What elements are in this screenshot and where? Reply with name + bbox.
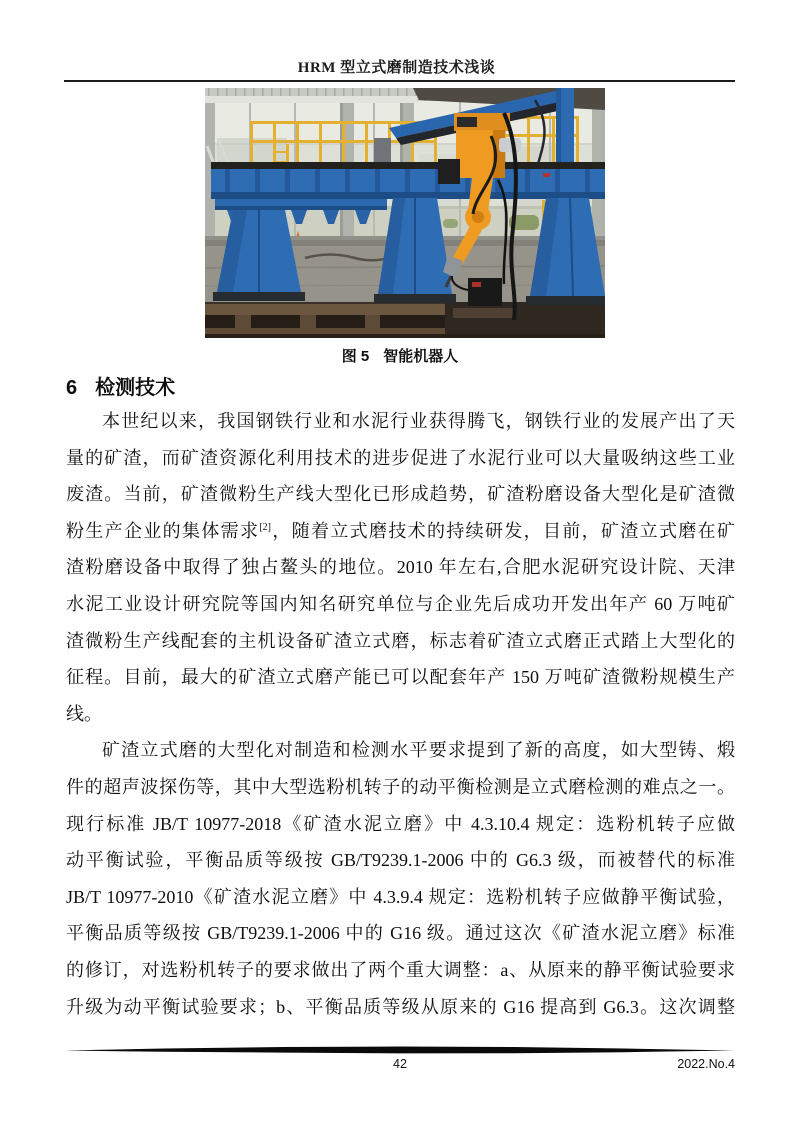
para2-line-2: 件的超声波探伤等，其中大型选粉机转子的动平衡检测是立式磨检测的难点之一。 xyxy=(66,776,735,797)
figure-photo xyxy=(205,88,605,338)
para1-line-3: 废渣。当前，矿渣微粉生产线大型化已形成趋势，矿渣粉磨设备大型化是矿渣微 xyxy=(66,484,735,505)
para1-line-6: 水泥工业设计研究院等国内知名研究单位与企业先后成功开发出年产 60 万吨矿 xyxy=(66,593,735,614)
para1-line-8: 征程。目前，最大的矿渣立式磨产能已可以配套年产 150 万吨矿渣微粉规模生产 xyxy=(66,667,735,688)
figure-caption xyxy=(65,345,735,366)
para1-line-7: 渣微粉生产线配套的主机设备矿渣立式磨，标志着矿渣立式磨正式踏上大型化的 xyxy=(66,630,735,651)
footer-rule xyxy=(64,1046,735,1054)
header-rule xyxy=(64,80,735,82)
figure-caption-text: 智能机器人 xyxy=(383,348,459,365)
para2-line-7: 的修订，对选粉机转子的要求做出了两个重大调整：a、从原来的静平衡试验要求 xyxy=(66,959,735,980)
reference-mark: [2] xyxy=(259,521,272,533)
para1-line-4-pre: 粉生产企业的集体需求 xyxy=(66,520,260,541)
issue-label: 2022.No.4 xyxy=(677,1057,735,1071)
para1-line-4-post: ，随着立式磨技术的持续研发，目前，矿渣立式磨在矿 xyxy=(271,520,735,541)
section-heading xyxy=(66,371,175,400)
para1-line-2: 量的矿渣，而矿渣资源化利用技术的进步促进了水泥行业可以大量吸纳这些工业 xyxy=(66,447,735,468)
para2-line-4: 动平衡试验，平衡品质等级按 GB/T9239.1-2006 中的 G6.3 级，而被替代的标准 xyxy=(66,850,735,871)
header-title: HRM 型立式磨制造技术浅谈 xyxy=(297,60,496,76)
para2-line-3: 现行标准 JB/T 10977-2018《矿渣水泥立磨》中 4.3.10.4 规定：选粉机转子应做 xyxy=(66,813,735,834)
para2-line-1: 矿渣立式磨的大型化对制造和检测水平要求提到了新的高度，如大型铸、煅 xyxy=(102,740,735,761)
workshop-robot-illustration xyxy=(205,88,605,338)
para1-line-9: 线。 xyxy=(66,703,102,724)
para2-line-8: 升级为动平衡试验要求；b、平衡品质等级从原来的 G16 提高到 G6.3。这次调整 xyxy=(66,996,735,1017)
page-number: 42 xyxy=(393,1057,407,1071)
body-text xyxy=(66,403,735,1025)
para1-line-5: 渣粉磨设备中取得了独占鳌头的地位。2010 年左右,合肥水泥研究设计院、天津 xyxy=(66,557,735,578)
section-number: 6 xyxy=(66,377,78,399)
para2-line-5: JB/T 10977-2010《矿渣水泥立磨》中 4.3.9.4 规定：选粉机转子应做静平衡试验， xyxy=(66,886,735,907)
para2-line-6: 平衡品质等级按 GB/T9239.1-2006 中的 G16 级。通过这次《矿渣水泥立磨》标准 xyxy=(66,923,735,944)
section-title: 检测技术 xyxy=(95,377,176,399)
figure-caption-label: 图 5 xyxy=(341,348,370,365)
para1-line-4 xyxy=(66,513,735,550)
para1-line-1: 本世纪以来，我国钢铁行业和水泥行业获得腾飞，钢铁行业的发展产出了天 xyxy=(102,411,735,431)
